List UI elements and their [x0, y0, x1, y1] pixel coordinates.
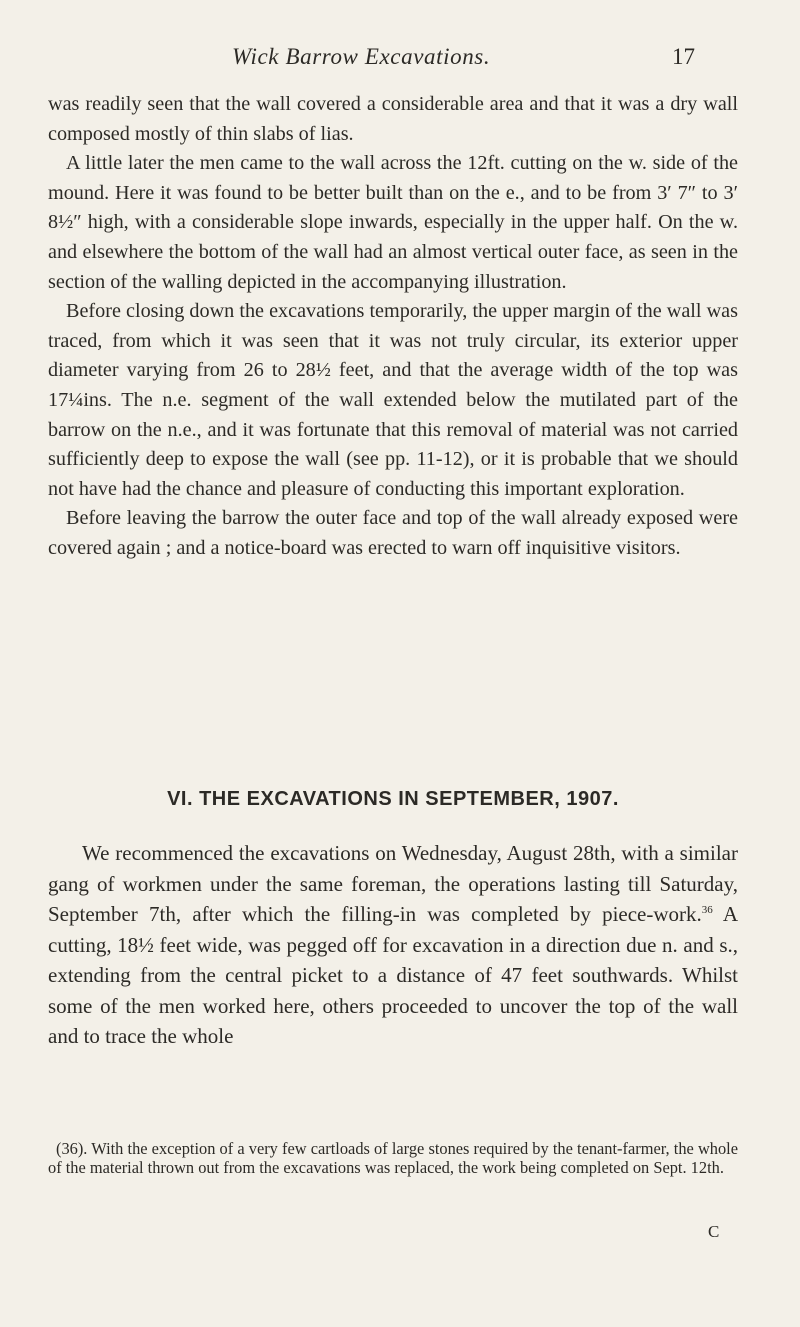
signature-mark: C	[708, 1222, 720, 1241]
section-paragraph	[48, 838, 738, 1052]
page-header	[0, 40, 800, 80]
paragraph-west-cutting: A little later the men came to the wall across the 12ft. cutting on the w. side of the mound. Here it was found to be better built than on the e., and to be from 3′ 7″ to 3′ 8½″ high, with a considerable slope inwards, especially in the upper half. On the w. and elsewhere the bottom of the wall had an almost vertical outer face, as seen in the section of the walling depicted in the accompanying illustration.	[48, 152, 738, 293]
section-body	[48, 838, 738, 1052]
footnote-reference: 36	[701, 904, 713, 916]
paragraph-continuation: was readily seen that the wall covered a considerable area and that it was a dry wall composed mostly of thin slabs of lias.	[48, 93, 738, 145]
paragraph-leaving-barrow: Before leaving the barrow the outer face and top of the wall already exposed were covered again ; and a notice-board was erected to warn off inquisitive visitors.	[48, 507, 738, 559]
page-number: 17	[672, 44, 695, 69]
paragraph-upper-margin: Before closing down the excavations temporarily, the upper margin of the wall was traced, from which it was seen that it was not truly circular, its exterior upper diameter varying from 26 to 28½ feet, and that the average width of the top was 17¼ins. The n.e. segment of the wall extended below the mutilated part of the barrow on the n.e., and it was fortunate that this removal of material was not carried sufficiently deep to expose the wall (see pp. 11-12), or it is probable that we should not have had the chance and pleasure of conducting this important exploration.	[48, 300, 738, 500]
footnote-text: (36). With the exception of a very few cartloads of large stones required by the tenant-farmer, the whole of the material thrown out from the excavations was replaced, the work being completed on Sept. 12th.	[48, 1139, 738, 1177]
running-title: Wick Barrow Excavations.	[232, 44, 491, 69]
footnote	[48, 1140, 738, 1177]
body-text	[48, 90, 738, 564]
section-heading: VI. THE EXCAVATIONS IN SEPTEMBER, 1907.	[167, 788, 619, 810]
section-text-after-note: A cutting, 18½ feet wide, was pegged off for excavation in a direction due n. and s., extending from the central picket to a distance of 47 feet southwards. Whilst some of the men worked here, others proceeded to uncover the top of the wall and to trace the whole	[48, 902, 738, 1048]
section-text-before-note: We recommenced the excavations on Wednesday, August 28th, with a similar gang of workmen under the same foreman, the operations lasting till Saturday, September 7th, after which the filling-in was completed by piece-work.	[48, 841, 738, 926]
